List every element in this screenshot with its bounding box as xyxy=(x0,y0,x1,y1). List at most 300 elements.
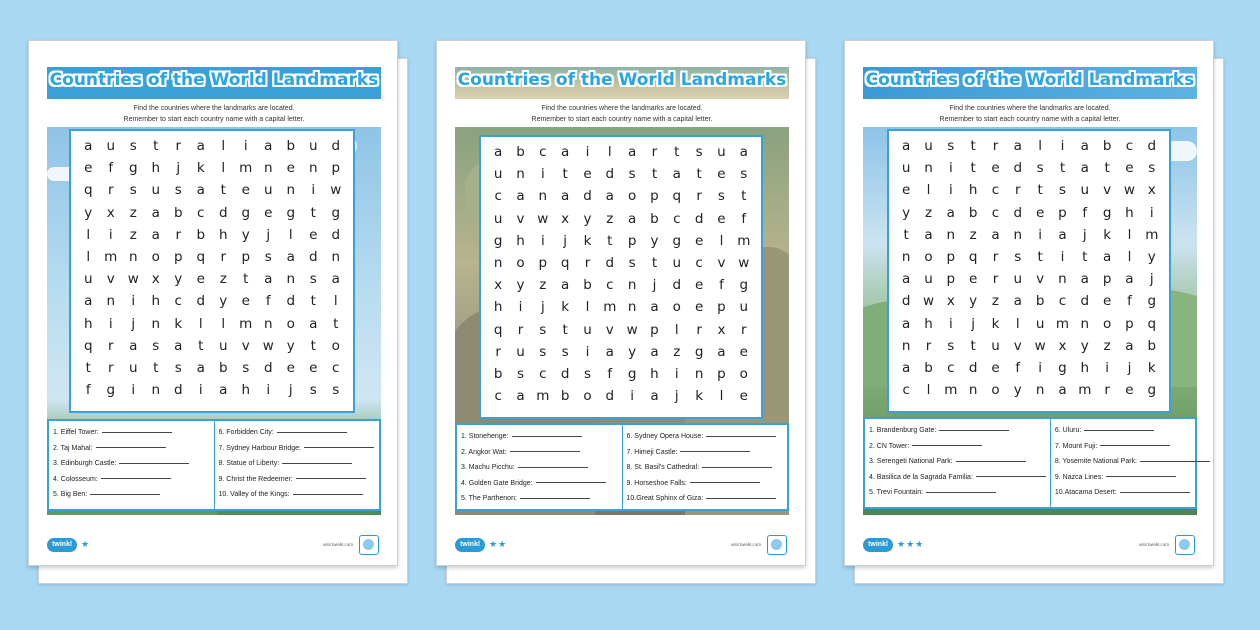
difficulty-stars: ★ xyxy=(81,539,91,549)
grid-letter: s xyxy=(628,166,636,183)
grid-letter: r xyxy=(175,226,182,243)
grid-letter: e xyxy=(1035,204,1045,221)
difficulty-stars: ★★★ xyxy=(897,539,925,549)
question-label: 4. Colosseum: xyxy=(53,475,98,483)
title-banner xyxy=(47,67,381,99)
question-label: 2. Taj Mahal: xyxy=(53,444,93,452)
grid-letter: a xyxy=(219,382,228,399)
grid-letter: r xyxy=(175,138,182,155)
answer-line[interactable] xyxy=(926,492,996,493)
question-item xyxy=(461,460,618,476)
grid-letter: a xyxy=(151,204,160,221)
grid-letter: j xyxy=(674,388,679,405)
grid-row xyxy=(487,252,755,274)
grid-row xyxy=(487,208,755,230)
grid-letter: q xyxy=(672,188,682,205)
grid-row xyxy=(77,202,347,224)
grid-letter: u xyxy=(924,271,933,288)
grid-letter: j xyxy=(971,315,976,332)
questions-box xyxy=(47,419,381,511)
answer-line[interactable] xyxy=(702,467,772,468)
questions-left-column xyxy=(457,425,622,509)
grid-letter: p xyxy=(331,160,341,177)
grid-letter: s xyxy=(516,365,525,382)
grid-letter: y xyxy=(1013,382,1022,399)
grid-letter: s xyxy=(174,182,182,199)
answer-line[interactable] xyxy=(304,447,374,448)
grid-row xyxy=(895,313,1163,335)
grid-letter: s xyxy=(1036,160,1044,177)
grid-letter: e xyxy=(902,182,911,199)
grid-letter: a xyxy=(924,226,933,243)
answer-line[interactable] xyxy=(277,432,347,433)
grid-letter: e xyxy=(241,293,250,310)
grid-letter: a xyxy=(1102,249,1112,266)
grid-letter: n xyxy=(946,226,956,243)
grid-letter: h xyxy=(1125,204,1134,221)
grid-letter: r xyxy=(1015,182,1021,199)
grid-letter: o xyxy=(151,249,160,266)
grid-letter: a xyxy=(902,359,911,376)
grid-letter: z xyxy=(539,277,547,294)
grid-letter: b xyxy=(560,388,570,405)
grid-letter: a xyxy=(605,188,614,205)
grid-row xyxy=(487,141,755,163)
grid-letter: s xyxy=(947,138,955,155)
grid-letter: e xyxy=(991,359,1000,376)
grid-letter: c xyxy=(494,188,502,205)
answer-line[interactable] xyxy=(912,445,982,446)
answer-line[interactable] xyxy=(1140,461,1210,462)
grid-letter: p xyxy=(946,249,956,266)
answer-line[interactable] xyxy=(976,476,1046,477)
grid-letter: i xyxy=(1060,138,1065,155)
answer-line[interactable] xyxy=(956,461,1026,462)
instruction-line: Find the countries where the landmarks are located. xyxy=(541,105,703,112)
grid-letter: b xyxy=(493,365,503,382)
grid-letter: r xyxy=(220,249,227,266)
grid-letter: a xyxy=(561,277,570,294)
grid-letter: c xyxy=(1125,138,1134,155)
question-label: 4. Basilica de la Sagrada Familia: xyxy=(869,473,973,481)
grid-letter: y xyxy=(174,271,183,288)
grid-row xyxy=(77,290,347,312)
grid-letter: q xyxy=(196,249,206,266)
answer-line[interactable] xyxy=(96,447,166,448)
grid-row xyxy=(77,268,347,290)
grid-letter: j xyxy=(131,315,136,332)
grid-letter: s xyxy=(561,343,569,360)
grid-row xyxy=(895,179,1163,201)
answer-line[interactable] xyxy=(1120,492,1190,493)
question-item xyxy=(53,425,210,441)
grid-letter: n xyxy=(627,299,637,316)
question-item xyxy=(627,429,784,445)
grid-letter: d xyxy=(173,382,183,399)
grid-row xyxy=(487,341,755,363)
answer-line[interactable] xyxy=(119,463,189,464)
disclaimer xyxy=(863,515,1197,529)
question-item xyxy=(461,445,618,461)
grid-letter: r xyxy=(1104,382,1110,399)
grid-letter: n xyxy=(627,277,637,294)
grid-letter: a xyxy=(650,388,659,405)
grid-letter: n xyxy=(968,382,978,399)
grid-letter: o xyxy=(516,255,525,272)
grid-row xyxy=(77,135,347,157)
grid-letter: i xyxy=(540,232,545,249)
questions-right-column xyxy=(214,421,380,509)
answer-line[interactable] xyxy=(680,451,750,452)
grid-letter: f xyxy=(265,293,271,310)
grid-letter: x xyxy=(106,204,115,221)
grid-letter: n xyxy=(493,255,503,272)
grid-letter: n xyxy=(1080,315,1090,332)
grid-letter: q xyxy=(968,249,978,266)
question-label: 3. Serengeti National Park: xyxy=(869,458,953,466)
grid-letter: t xyxy=(220,182,226,199)
grid-letter: b xyxy=(196,226,206,243)
grid-letter: e xyxy=(694,299,704,316)
grid-letter: p xyxy=(173,249,183,266)
grid-letter: n xyxy=(1035,382,1045,399)
grid-row xyxy=(77,224,347,246)
grid-letter: n xyxy=(308,160,318,177)
question-item xyxy=(53,456,210,472)
grid-letter: a xyxy=(1080,138,1089,155)
grid-letter: e xyxy=(286,160,295,177)
grid-letter: g xyxy=(1147,293,1157,310)
grid-letter: o xyxy=(672,299,681,316)
questions-left-column xyxy=(865,419,1050,507)
grid-letter: q xyxy=(1147,315,1157,332)
grid-letter: w xyxy=(127,271,139,288)
grid-letter: a xyxy=(286,249,295,266)
grid-letter: m xyxy=(1145,226,1159,243)
question-item xyxy=(461,491,618,507)
grid-letter: e xyxy=(264,204,273,221)
disclaimer xyxy=(455,515,789,529)
grid-letter: l xyxy=(1038,138,1043,155)
question-item xyxy=(219,425,376,441)
answer-line[interactable] xyxy=(706,436,776,437)
grid-letter: s xyxy=(539,321,547,338)
grid-letter: q xyxy=(83,337,93,354)
grid-letter: h xyxy=(241,382,251,399)
question-label: 6. Uluru: xyxy=(1054,427,1082,434)
grid-letter: k xyxy=(1147,359,1156,376)
grid-letter: u xyxy=(1080,182,1090,199)
grid-letter: e xyxy=(717,166,726,183)
grid-letter: w xyxy=(1034,337,1046,354)
grid-row xyxy=(487,163,755,185)
worksheet-title: Countries of the World Landmarks xyxy=(49,70,379,90)
grid-letter: a xyxy=(1125,271,1134,288)
grid-letter: r xyxy=(696,188,702,205)
question-item xyxy=(53,441,210,457)
grid-letter: u xyxy=(924,138,933,155)
worksheet-2 xyxy=(436,40,808,580)
instructions xyxy=(863,103,1197,125)
grid-letter: s xyxy=(1148,160,1156,177)
question-item xyxy=(1055,485,1210,501)
grid-letter: e xyxy=(583,166,592,183)
grid-letter: l xyxy=(198,315,203,332)
answer-line[interactable] xyxy=(536,482,606,483)
grid-letter: o xyxy=(331,337,340,354)
grid-letter: y xyxy=(219,293,228,310)
grid-letter: d xyxy=(901,293,911,310)
question-item xyxy=(53,487,210,503)
grid-letter: e xyxy=(84,160,93,177)
grid-letter: y xyxy=(1080,337,1089,354)
grid-letter: j xyxy=(652,277,657,294)
question-label: 2. CN Tower: xyxy=(869,442,910,450)
grid-letter: l xyxy=(926,182,931,199)
grid-letter: d xyxy=(968,359,978,376)
question-item xyxy=(219,472,376,488)
grid-letter: l xyxy=(719,388,724,405)
grid-letter: a xyxy=(991,226,1000,243)
grid-letter: n xyxy=(151,315,161,332)
grid-letter: p xyxy=(717,365,726,382)
grid-letter: b xyxy=(583,277,592,294)
answer-line[interactable] xyxy=(296,478,366,479)
grid-letter: m xyxy=(104,249,118,266)
grid-letter: t xyxy=(651,166,658,183)
answer-line[interactable] xyxy=(1084,430,1154,431)
answer-line[interactable] xyxy=(1106,476,1176,477)
question-label: 7. Himeji Castle: xyxy=(626,448,678,456)
grid-letter: s xyxy=(174,359,182,376)
grid-letter: d xyxy=(605,166,615,183)
grid-letter: u xyxy=(717,144,726,161)
grid-letter: j xyxy=(540,299,545,316)
grid-letter: r xyxy=(992,138,999,155)
grid-letter: c xyxy=(1058,293,1067,310)
grid-letter: d xyxy=(1013,160,1023,177)
answer-line[interactable] xyxy=(510,451,580,452)
question-item xyxy=(53,472,210,488)
grid-letter: l xyxy=(86,226,91,243)
worksheet-title: Countries of the World Landmarks xyxy=(865,70,1195,90)
grid-letter: t xyxy=(310,337,316,354)
grid-letter: t xyxy=(970,160,976,177)
grid-letter: p xyxy=(241,249,251,266)
title-banner xyxy=(863,67,1197,99)
grid-letter: i xyxy=(108,226,113,243)
grid-letter: u xyxy=(516,343,525,360)
question-item xyxy=(869,423,1046,439)
grid-letter: e xyxy=(739,388,748,405)
grid-letter: c xyxy=(494,388,502,405)
grid-letter: e xyxy=(968,271,978,288)
grid-letter: h xyxy=(151,160,161,177)
answer-line[interactable] xyxy=(706,498,776,499)
question-item xyxy=(461,429,618,445)
answer-line[interactable] xyxy=(518,467,588,468)
grid-letter: e xyxy=(196,271,205,288)
grid-letter: e xyxy=(1125,160,1134,177)
answer-line[interactable] xyxy=(101,478,171,479)
grid-letter: h xyxy=(924,315,933,332)
grid-letter: x xyxy=(717,321,726,338)
grid-letter: c xyxy=(174,293,182,310)
grid-row xyxy=(895,335,1163,357)
grid-letter: z xyxy=(129,204,137,221)
grid-letter: n xyxy=(1013,226,1023,243)
grid-letter: q xyxy=(83,182,93,199)
grid-letter: c xyxy=(539,144,547,161)
answer-line[interactable] xyxy=(520,498,590,499)
grid-letter: s xyxy=(628,255,636,272)
grid-letter: i xyxy=(243,138,248,155)
grid-letter: d xyxy=(1013,204,1023,221)
grid-letter: d xyxy=(286,293,296,310)
grid-letter: g xyxy=(1058,359,1067,376)
question-label: 10. Valley of the Kings: xyxy=(218,491,290,499)
grid-letter: d xyxy=(308,249,318,266)
grid-letter: r xyxy=(651,144,658,161)
grid-letter: a xyxy=(129,337,138,354)
grid-letter: u xyxy=(583,321,592,338)
question-label: 5. Trevi Fountain: xyxy=(869,489,924,497)
grid-letter: b xyxy=(1147,337,1157,354)
grid-letter: i xyxy=(198,382,203,399)
grid-letter: s xyxy=(152,337,160,354)
grid-letter: s xyxy=(740,166,748,183)
grid-letter: y xyxy=(583,210,592,227)
grid-letter: g xyxy=(1102,204,1112,221)
grid-letter: h xyxy=(1080,359,1090,376)
answer-line[interactable] xyxy=(1100,445,1170,446)
grid-letter: t xyxy=(1037,182,1043,199)
grid-letter: a xyxy=(196,182,205,199)
instructions xyxy=(455,103,789,125)
answer-line[interactable] xyxy=(512,436,582,437)
grid-letter: a xyxy=(84,293,93,310)
grid-letter: k xyxy=(174,315,183,332)
question-item xyxy=(219,487,376,503)
grid-letter: a xyxy=(1080,271,1089,288)
grid-letter: t xyxy=(1082,249,1088,266)
grid-letter: l xyxy=(926,382,931,399)
quality-badge-icon xyxy=(767,535,787,555)
grid-letter: l xyxy=(1127,249,1132,266)
grid-letter: g xyxy=(241,204,251,221)
grid-letter: a xyxy=(561,144,570,161)
answer-line[interactable] xyxy=(90,494,160,495)
grid-letter: e xyxy=(241,182,250,199)
grid-letter: u xyxy=(106,138,116,155)
grid-letter: r xyxy=(925,337,932,354)
grid-letter: u xyxy=(263,182,273,199)
word-search-grid xyxy=(887,129,1171,413)
question-label: 8. Yosemite National Park: xyxy=(1054,458,1137,466)
sheet-front-page xyxy=(436,40,806,566)
questions-right-column xyxy=(1050,419,1214,507)
grid-letter: k xyxy=(695,388,704,405)
grid-letter: w xyxy=(1123,182,1135,199)
grid-letter: s xyxy=(332,382,340,399)
grid-letter: g xyxy=(106,382,116,399)
grid-letter: h xyxy=(650,365,659,382)
grid-letter: k xyxy=(561,299,570,316)
grid-letter: m xyxy=(239,160,253,177)
answer-line[interactable] xyxy=(939,430,1009,431)
grid-letter: e xyxy=(286,359,295,376)
grid-letter: r xyxy=(107,359,114,376)
grid-letter: b xyxy=(286,138,296,155)
question-label: 5. Big Ben: xyxy=(53,491,88,499)
question-item xyxy=(219,456,376,472)
grid-letter: r xyxy=(992,271,999,288)
grid-letter: j xyxy=(176,160,181,177)
grid-letter: t xyxy=(970,138,976,155)
grid-letter: x xyxy=(946,293,955,310)
grid-letter: l xyxy=(674,321,679,338)
grid-letter: r xyxy=(517,321,524,338)
grid-letter: s xyxy=(264,249,272,266)
grid-letter: a xyxy=(1058,382,1067,399)
grid-letter: t xyxy=(153,359,159,376)
grid-letter: v xyxy=(106,271,115,288)
grid-letter: r xyxy=(992,249,999,266)
grid-letter: h xyxy=(493,299,503,316)
grid-letter: a xyxy=(309,315,318,332)
grid-row xyxy=(895,290,1163,312)
grid-letter: p xyxy=(650,188,659,205)
grid-letter: g xyxy=(1147,382,1157,399)
grid-letter: l xyxy=(1015,315,1020,332)
grid-letter: i xyxy=(585,144,590,161)
footer-url: visit twinkl.com xyxy=(322,542,353,547)
grid-letter: v xyxy=(1103,182,1112,199)
grid-letter: o xyxy=(739,365,748,382)
grid-letter: u xyxy=(1035,315,1045,332)
grid-letter: y xyxy=(969,293,978,310)
grid-letter: a xyxy=(1013,293,1022,310)
grid-letter: e xyxy=(1125,382,1134,399)
worksheet-1 xyxy=(28,40,400,580)
answer-line[interactable] xyxy=(690,482,760,483)
grid-letter: m xyxy=(603,299,617,316)
grid-row xyxy=(487,296,755,318)
grid-letter: s xyxy=(309,271,317,288)
grid-row xyxy=(77,379,347,401)
question-label: 1. Stonehenge: xyxy=(461,433,509,440)
grid-letter: d xyxy=(694,210,704,227)
grid-letter: d xyxy=(331,226,341,243)
grid-letter: a xyxy=(902,315,911,332)
grid-letter: n xyxy=(901,337,911,354)
answer-line[interactable] xyxy=(102,432,172,433)
grid-letter: e xyxy=(1102,293,1112,310)
question-item xyxy=(461,476,618,492)
grid-row xyxy=(77,335,347,357)
grid-letter: a xyxy=(196,138,205,155)
grid-letter: k xyxy=(196,160,205,177)
grid-letter: w xyxy=(537,210,549,227)
answer-line[interactable] xyxy=(293,494,363,495)
grid-letter: o xyxy=(924,249,933,266)
grid-letter: n xyxy=(901,249,911,266)
grid-letter: g xyxy=(331,204,341,221)
grid-row xyxy=(487,363,755,385)
answer-line[interactable] xyxy=(282,463,352,464)
grid-letter: i xyxy=(1038,359,1043,376)
difficulty-stars: ★★ xyxy=(489,539,508,549)
